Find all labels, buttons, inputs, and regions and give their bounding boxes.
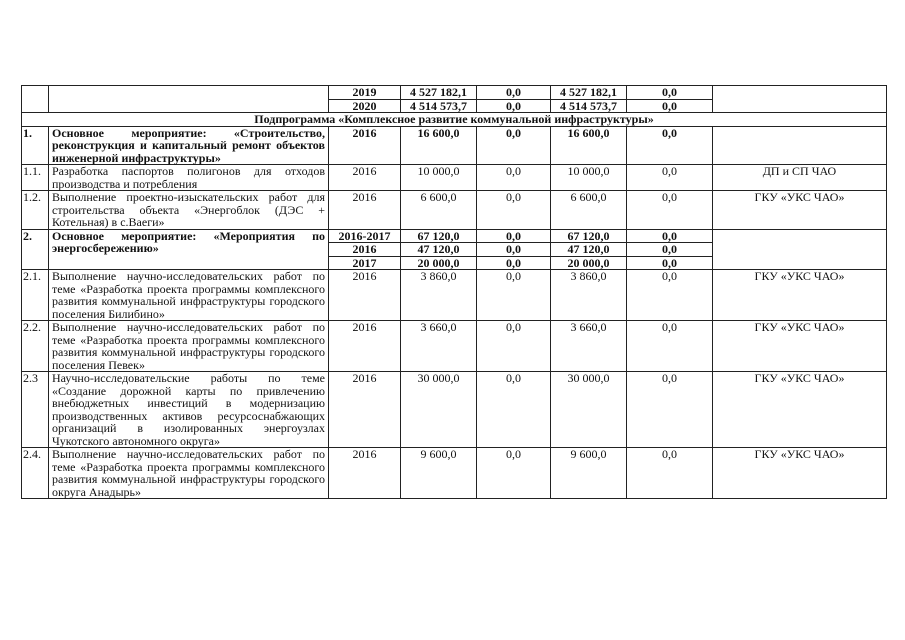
total-cell: 3 660,0 bbox=[401, 321, 477, 372]
federal-budget-cell: 0,0 bbox=[477, 448, 551, 499]
year-cell: 2016 bbox=[329, 448, 401, 499]
activity-description: Выполнение проектно-изыскательских работ для строительства объекта «Энергоблок (ДЭС + Котельная) в с.Ваеги» bbox=[49, 191, 329, 230]
total-cell: 4 514 573,7 bbox=[401, 99, 477, 113]
federal-budget-cell: 0,0 bbox=[477, 99, 551, 113]
okrug-budget-cell: 10 000,0 bbox=[551, 165, 627, 191]
federal-budget-cell: 0,0 bbox=[477, 270, 551, 321]
table-row bbox=[22, 86, 887, 100]
federal-budget-cell bbox=[477, 229, 551, 270]
year-value: 2016-2017 bbox=[338, 228, 391, 243]
program-table bbox=[21, 85, 887, 499]
okrug-budget-cell: 3 660,0 bbox=[551, 321, 627, 372]
year-value: 2016 bbox=[329, 242, 400, 256]
year-cell: 2016 bbox=[329, 191, 401, 230]
okrug-budget-cell: 4 527 182,1 bbox=[551, 86, 627, 100]
okrug-budget-cell bbox=[551, 229, 627, 270]
table-row bbox=[22, 270, 887, 321]
federal-value: 0,0 bbox=[477, 242, 550, 256]
year-value: 2017 bbox=[329, 256, 400, 270]
row-number: 2.1. bbox=[22, 270, 49, 321]
total-cell: 10 000,0 bbox=[401, 165, 477, 191]
other-sources-cell: 0,0 bbox=[627, 270, 713, 321]
okrug-value: 47 120,0 bbox=[551, 242, 626, 256]
total-cell: 9 600,0 bbox=[401, 448, 477, 499]
table-row bbox=[22, 126, 887, 165]
total-cell bbox=[401, 229, 477, 270]
table-row bbox=[22, 448, 887, 499]
other-sources-cell: 0,0 bbox=[627, 321, 713, 372]
executor-cell: ГКУ «УКС ЧАО» bbox=[713, 270, 887, 321]
subprogram-title: Подпрограмма «Комплексное развитие коммунальной инфраструктуры» bbox=[22, 113, 887, 127]
year-cell: 2016 bbox=[329, 165, 401, 191]
federal-value: 0,0 bbox=[477, 256, 550, 270]
subprogram-header-row bbox=[22, 113, 887, 127]
other-sources-cell: 0,0 bbox=[627, 372, 713, 448]
other-sources-cell: 0,0 bbox=[627, 99, 713, 113]
other-value: 0,0 bbox=[662, 228, 677, 243]
okrug-budget-cell: 16 600,0 bbox=[551, 126, 627, 165]
okrug-budget-cell: 4 514 573,7 bbox=[551, 99, 627, 113]
row-number: 1. bbox=[22, 126, 49, 165]
other-sources-cell: 0,0 bbox=[627, 191, 713, 230]
executor-cell bbox=[713, 229, 887, 270]
total-cell: 30 000,0 bbox=[401, 372, 477, 448]
description-cell bbox=[49, 86, 329, 113]
index-cell bbox=[22, 86, 49, 113]
total-cell: 3 860,0 bbox=[401, 270, 477, 321]
table-row bbox=[22, 229, 887, 270]
year-cell: 2019 bbox=[329, 86, 401, 100]
table-row bbox=[22, 191, 887, 230]
executor-cell: ГКУ «УКС ЧАО» bbox=[713, 191, 887, 230]
federal-budget-cell: 0,0 bbox=[477, 372, 551, 448]
other-sources-cell bbox=[627, 229, 713, 270]
total-value: 67 120,0 bbox=[417, 228, 460, 243]
activity-description: Научно-исследовательские работы по теме «Создание дорожной карты по привлечению внебюджетных инвестиций в модернизацию производственных активов ресурсоснабжающих организаций в изолированных энергоузлах Чукотского автономного округа» bbox=[49, 372, 329, 448]
other-value: 0,0 bbox=[627, 242, 712, 256]
row-number: 2.3 bbox=[22, 372, 49, 448]
okrug-value: 67 120,0 bbox=[567, 228, 610, 243]
year-cell bbox=[329, 229, 401, 270]
total-cell: 16 600,0 bbox=[401, 126, 477, 165]
row-number: 1.2. bbox=[22, 191, 49, 230]
row-number: 2.2. bbox=[22, 321, 49, 372]
year-cell: 2016 bbox=[329, 321, 401, 372]
row-number: 1.1. bbox=[22, 165, 49, 191]
federal-budget-cell: 0,0 bbox=[477, 321, 551, 372]
executor-cell bbox=[713, 86, 887, 113]
other-sources-cell: 0,0 bbox=[627, 126, 713, 165]
total-value: 20 000,0 bbox=[401, 256, 476, 270]
year-cell: 2020 bbox=[329, 99, 401, 113]
activity-description: Основное мероприятие: «Строительство, реконструкция и капитальный ремонт объектов инженерной инфраструктуры» bbox=[49, 126, 329, 165]
executor-cell: ДП и СП ЧАО bbox=[713, 165, 887, 191]
okrug-budget-cell: 6 600,0 bbox=[551, 191, 627, 230]
other-value: 0,0 bbox=[627, 256, 712, 270]
executor-cell bbox=[713, 126, 887, 165]
executor-cell: ГКУ «УКС ЧАО» bbox=[713, 321, 887, 372]
other-sources-cell: 0,0 bbox=[627, 86, 713, 100]
federal-budget-cell: 0,0 bbox=[477, 126, 551, 165]
federal-value: 0,0 bbox=[506, 228, 521, 243]
total-value: 47 120,0 bbox=[401, 242, 476, 256]
activity-description: Разработка паспортов полигонов для отходов производства и потребления bbox=[49, 165, 329, 191]
federal-budget-cell: 0,0 bbox=[477, 86, 551, 100]
okrug-budget-cell: 3 860,0 bbox=[551, 270, 627, 321]
table-row bbox=[22, 372, 887, 448]
okrug-budget-cell: 30 000,0 bbox=[551, 372, 627, 448]
executor-cell: ГКУ «УКС ЧАО» bbox=[713, 448, 887, 499]
year-cell: 2016 bbox=[329, 126, 401, 165]
total-cell: 6 600,0 bbox=[401, 191, 477, 230]
other-sources-cell: 0,0 bbox=[627, 448, 713, 499]
executor-cell: ГКУ «УКС ЧАО» bbox=[713, 372, 887, 448]
total-cell: 4 527 182,1 bbox=[401, 86, 477, 100]
okrug-budget-cell: 9 600,0 bbox=[551, 448, 627, 499]
other-sources-cell: 0,0 bbox=[627, 165, 713, 191]
year-cell: 2016 bbox=[329, 372, 401, 448]
okrug-value: 20 000,0 bbox=[551, 256, 626, 270]
activity-description: Выполнение научно-исследовательских работ по теме «Разработка проекта программы комплексного развития коммунальной инфраструктуры городского округа Анадырь» bbox=[49, 448, 329, 499]
activity-description: Выполнение научно-исследовательских работ по теме «Разработка проекта программы комплексного развития коммунальной инфраструктуры городского поселения Певек» bbox=[49, 321, 329, 372]
year-cell: 2016 bbox=[329, 270, 401, 321]
table-row bbox=[22, 165, 887, 191]
activity-description: Основное мероприятие: «Мероприятия по энергосбережению» bbox=[49, 229, 329, 270]
federal-budget-cell: 0,0 bbox=[477, 165, 551, 191]
row-number: 2. bbox=[22, 229, 49, 270]
federal-budget-cell: 0,0 bbox=[477, 191, 551, 230]
activity-description: Выполнение научно-исследовательских работ по теме «Разработка проекта программы комплексного развития коммунальной инфраструктуры городского поселения Билибино» bbox=[49, 270, 329, 321]
table-row bbox=[22, 321, 887, 372]
row-number: 2.4. bbox=[22, 448, 49, 499]
